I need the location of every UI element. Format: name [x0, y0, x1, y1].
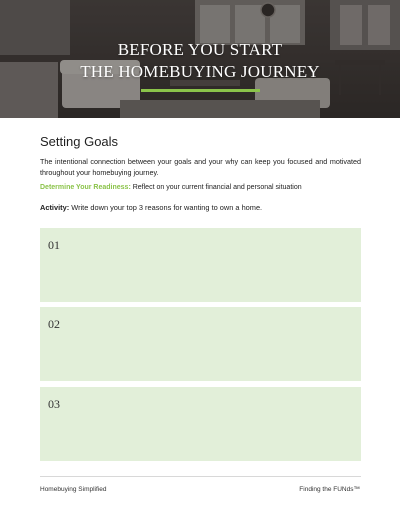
header-banner — [0, 0, 400, 118]
reason-box-2[interactable] — [40, 307, 361, 381]
readiness-line — [40, 184, 370, 191]
intro-paragraph: The intentional connection between your goals and your why can keep you focused and motivated throughout your homebuying journey. — [40, 157, 361, 177]
footer-divider — [40, 476, 361, 477]
readiness-label: Determine Your Readiness: — [40, 184, 131, 191]
reason-number: 02 — [48, 317, 60, 331]
activity-line — [40, 203, 370, 212]
page-title-line-1: BEFORE YOU START — [117, 40, 283, 59]
page-title-line-2: THE HOMEBUYING JOURNEY — [80, 62, 320, 81]
reason-number: 01 — [48, 238, 60, 252]
footer-right-text: Finding the FUNds™ — [299, 486, 360, 493]
footer-left-text: Homebuying Simplified — [40, 486, 107, 493]
title-underline — [141, 89, 260, 92]
activity-text: Write down your top 3 reasons for wanting to own a home. — [69, 203, 263, 212]
activity-label: Activity: — [40, 203, 70, 212]
section-title: Setting Goals — [40, 134, 119, 149]
reason-number: 03 — [48, 397, 60, 411]
reason-box-3[interactable] — [40, 387, 361, 461]
reason-box-1[interactable] — [40, 228, 361, 302]
readiness-text: Reflect on your current financial and personal situation — [130, 184, 302, 191]
